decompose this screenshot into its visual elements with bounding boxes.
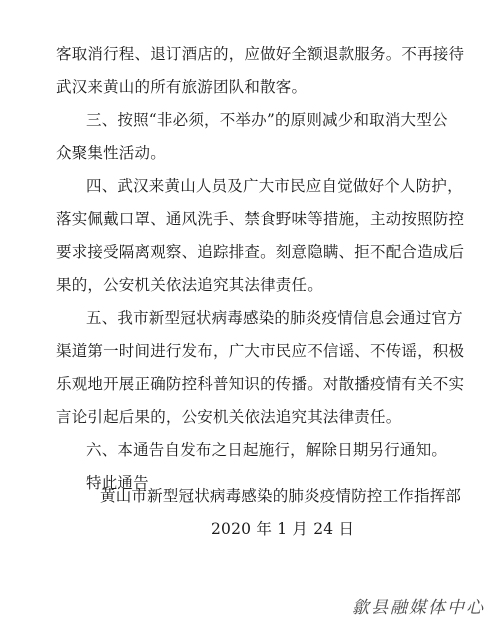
clause-5-line-2: 渠道第一时间进行发布，广大市民应不信谣、不传谣，积极: [56, 342, 465, 360]
clause-3-line-1: 三、按照“非必须，不举办”的原则减少和取消大型公: [86, 111, 448, 129]
watermark-logo-text: 歙县融媒体中心: [352, 598, 485, 618]
clause-4-line-2: 落实佩戴口罩、通风洗手、禁食野味等措施，主动按照防控: [56, 210, 465, 228]
body-line-2: 武汉来黄山的所有旅游团队和散客。: [56, 78, 308, 96]
clause-5-line-3: 乐观地开展正确防控科普知识的传播。对散播疫情有关不实: [56, 375, 465, 393]
clause-5-line-4: 言论引起后果的，公安机关依法追究其法律责任。: [56, 408, 402, 426]
body-line-1: 客取消行程、退订酒店的，应做好全额退款服务。不再接待: [56, 45, 465, 63]
issue-date: 2020 年 1 月 24 日: [211, 520, 355, 538]
clause-5-line-1: 五、我市新型冠状病毒感染的肺炎疫情信息会通过官方: [86, 309, 463, 327]
closing-text: 特此通告: [86, 474, 149, 492]
clause-4-line-4: 果的，公安机关依法追究其法律责任。: [56, 276, 323, 294]
issuer-name: 黄山市新型冠状病毒感染的肺炎疫情防控工作指挥部: [100, 487, 462, 505]
clause-3-line-2: 众聚集性活动。: [56, 144, 166, 162]
clause-4-line-1: 四、武汉来黄山人员及广大市民应自觉做好个人防护，: [86, 177, 463, 195]
clause-4-line-3: 要求接受隔离观察、追踪排查。刻意隐瞒、拒不配合造成后: [56, 243, 465, 261]
clause-6-line-1: 六、本通告自发布之日起施行，解除日期另行通知。: [86, 441, 448, 459]
